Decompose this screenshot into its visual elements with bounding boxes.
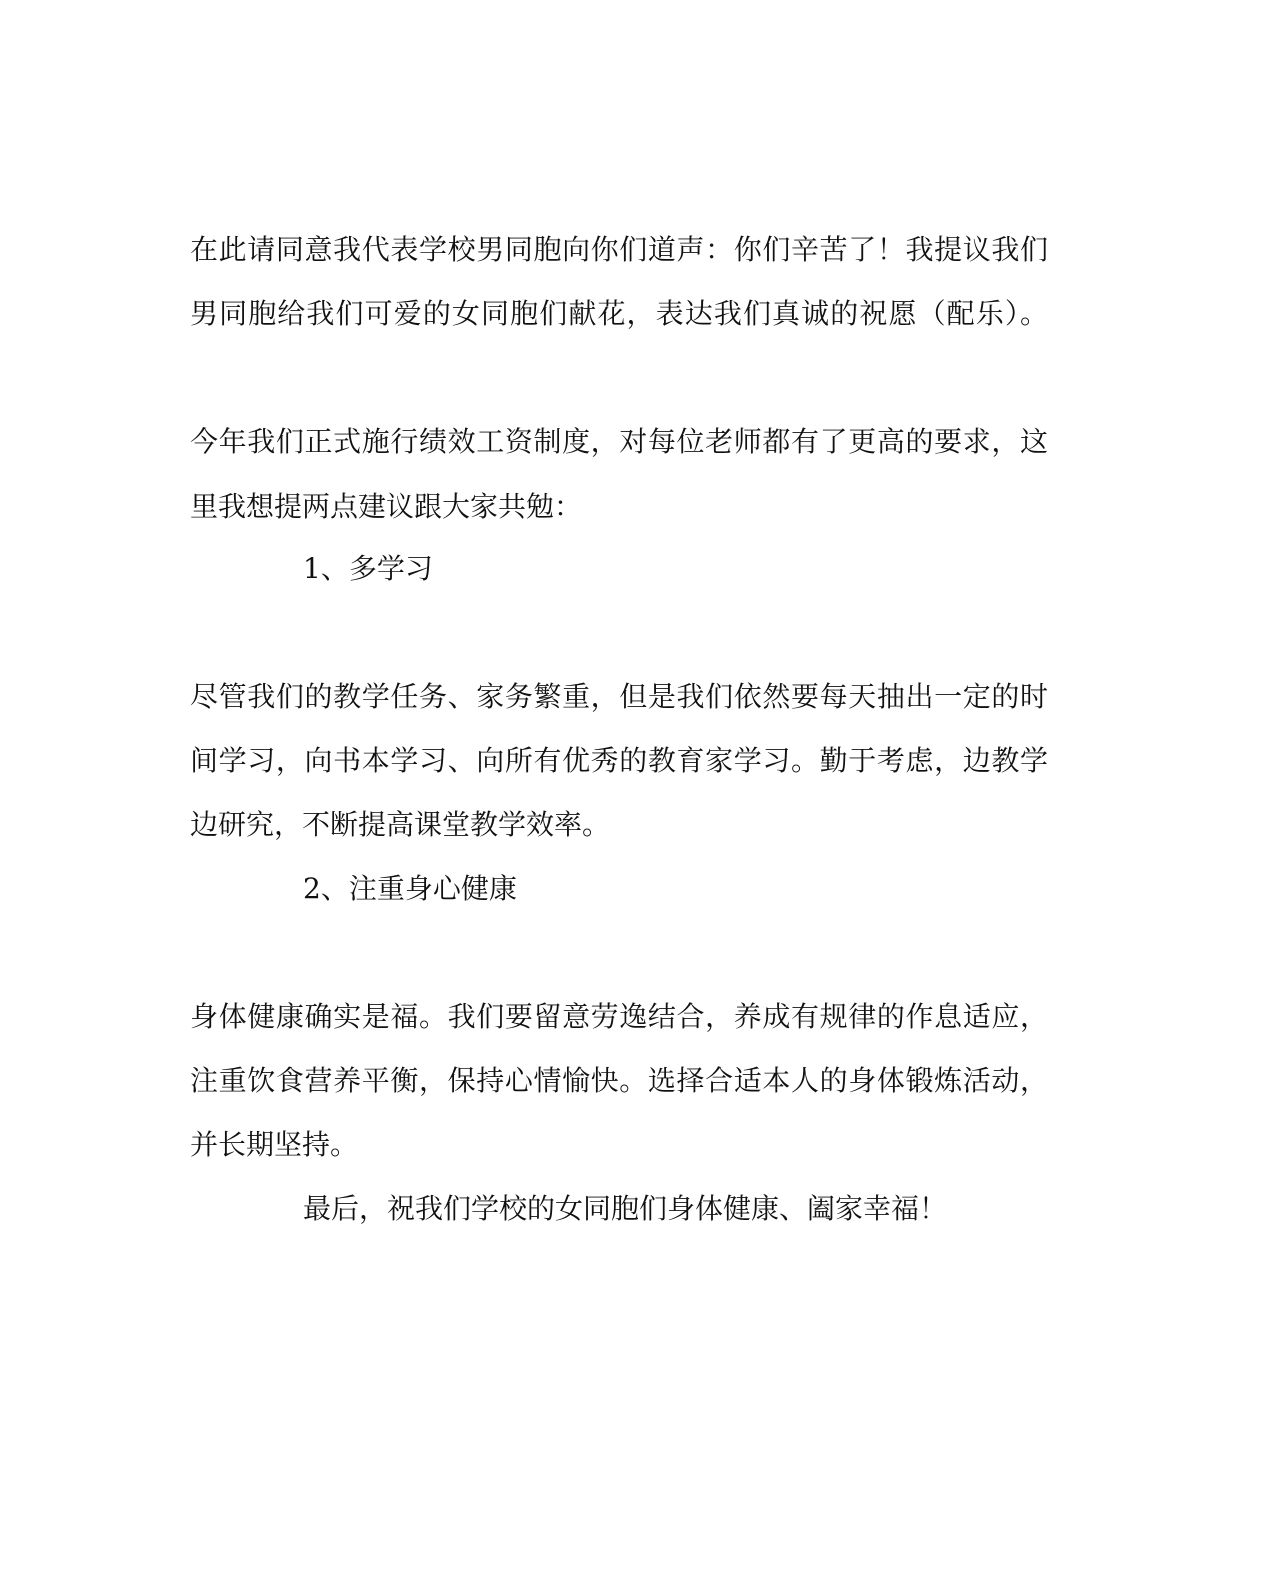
heading-study: 1、多学习 <box>303 552 433 585</box>
paragraph-2-line-2: 里我想提两点建议跟大家共勉： <box>190 490 583 523</box>
paragraph-1-line-2: 男同胞给我们可爱的女同胞们献花，表达我们真诚的祝愿（配乐）。 <box>190 297 1048 330</box>
paragraph-3-line-1: 尽管我们的教学任务、家务繁重，但是我们依然要每天抽出一定的时 <box>190 680 1048 713</box>
paragraph-4-line-2: 注重饮食营养平衡，保持心情愉快。选择合适本人的身体锻炼活动， <box>190 1064 1048 1097</box>
paragraph-1-line-1: 在此请同意我代表学校男同胞向你们道声：你们辛苦了！我提议我们 <box>190 233 1048 266</box>
paragraph-4-line-3: 并长期坚持。 <box>190 1128 359 1161</box>
paragraph-3-line-3: 边研究，不断提高课堂教学效率。 <box>190 808 611 841</box>
closing-line: 最后，祝我们学校的女同胞们身体健康、阖家幸福！ <box>303 1192 948 1225</box>
paragraph-2-line-1: 今年我们正式施行绩效工资制度，对每位老师都有了更高的要求，这 <box>190 425 1048 458</box>
paragraph-3-line-2: 间学习，向书本学习、向所有优秀的教育家学习。勤于考虑，边教学 <box>190 744 1048 777</box>
heading-health: 2、注重身心健康 <box>303 872 517 905</box>
paragraph-4-line-1: 身体健康确实是福。我们要留意劳逸结合，养成有规律的作息适应， <box>190 1000 1048 1033</box>
